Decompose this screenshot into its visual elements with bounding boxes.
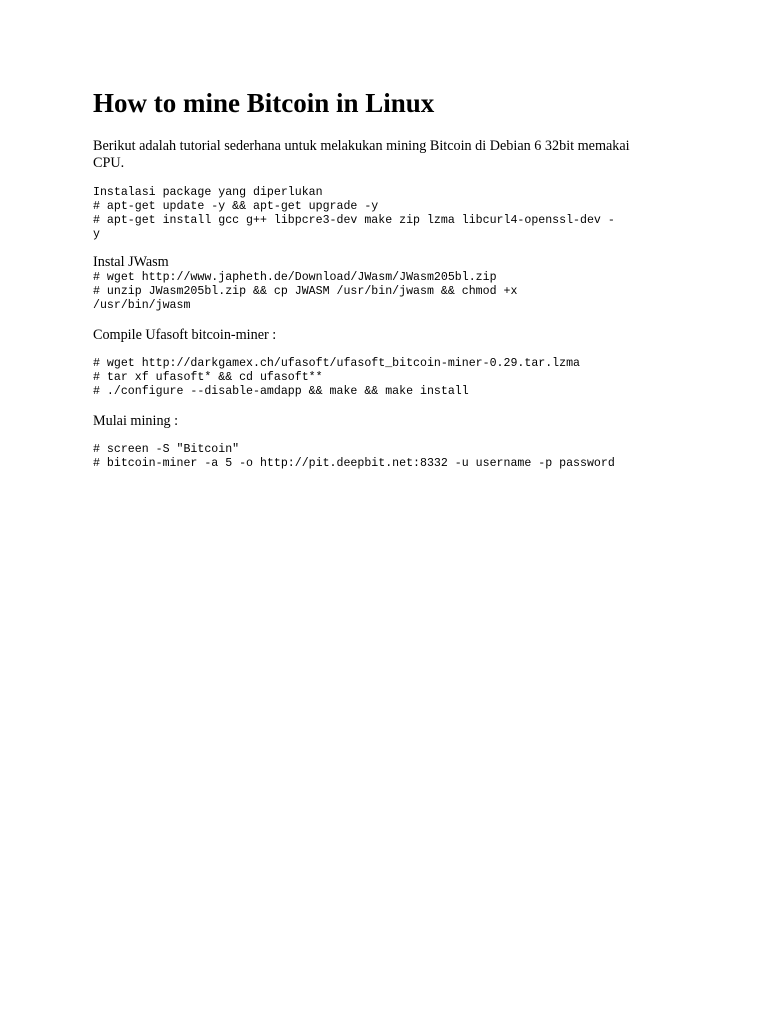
- compile-command-line: # ./configure --disable-amdapp && make && make install: [93, 385, 469, 398]
- compile-command-line: # wget http://darkgamex.ch/ufasoft/ufasoft_bitcoin-miner-0.29.tar.lzma: [93, 357, 581, 370]
- jwasm-command-line: # unzip JWasm205bl.zip && cp JWASM /usr/bin/jwasm && chmod +x: [93, 285, 518, 298]
- prerequisites-heading: Instalasi package yang diperlukan: [93, 186, 323, 199]
- document-title: How to mine Bitcoin in Linux: [93, 88, 435, 118]
- mining-command-line: # bitcoin-miner -a 5 -o http://pit.deepbit.net:8332 -u username -p password: [93, 457, 615, 470]
- document-page: [93, 86, 693, 471]
- prerequisites-command-line: # apt-get install gcc g++ libpcre3-dev make zip lzma libcurl4-openssl-dev -: [93, 214, 615, 227]
- jwasm-heading: Instal JWasm: [93, 254, 169, 270]
- jwasm-command-line: # wget http://www.japheth.de/Download/JWasm/JWasm205bl.zip: [93, 271, 497, 284]
- compile-command-line: # tar xf ufasoft* && cd ufasoft**: [93, 371, 323, 384]
- section-mining: [93, 413, 693, 471]
- prerequisites-command-line: y: [93, 228, 100, 241]
- mining-command-line: # screen -S "Bitcoin": [93, 443, 240, 456]
- compile-heading: Compile Ufasoft bitcoin-miner :: [93, 327, 277, 343]
- jwasm-command-line: /usr/bin/jwasm: [93, 299, 191, 312]
- section-compile: [93, 327, 693, 399]
- section-jwasm: [93, 254, 693, 313]
- section-prerequisites: [93, 186, 693, 242]
- mining-heading: Mulai mining :: [93, 413, 179, 429]
- prerequisites-command-line: # apt-get update -y && apt-get upgrade -y: [93, 200, 379, 213]
- intro-paragraph: Berikut adalah tutorial sederhana untuk melakukan mining Bitcoin di Debian 6 32bit memakai CPU.: [93, 138, 630, 171]
